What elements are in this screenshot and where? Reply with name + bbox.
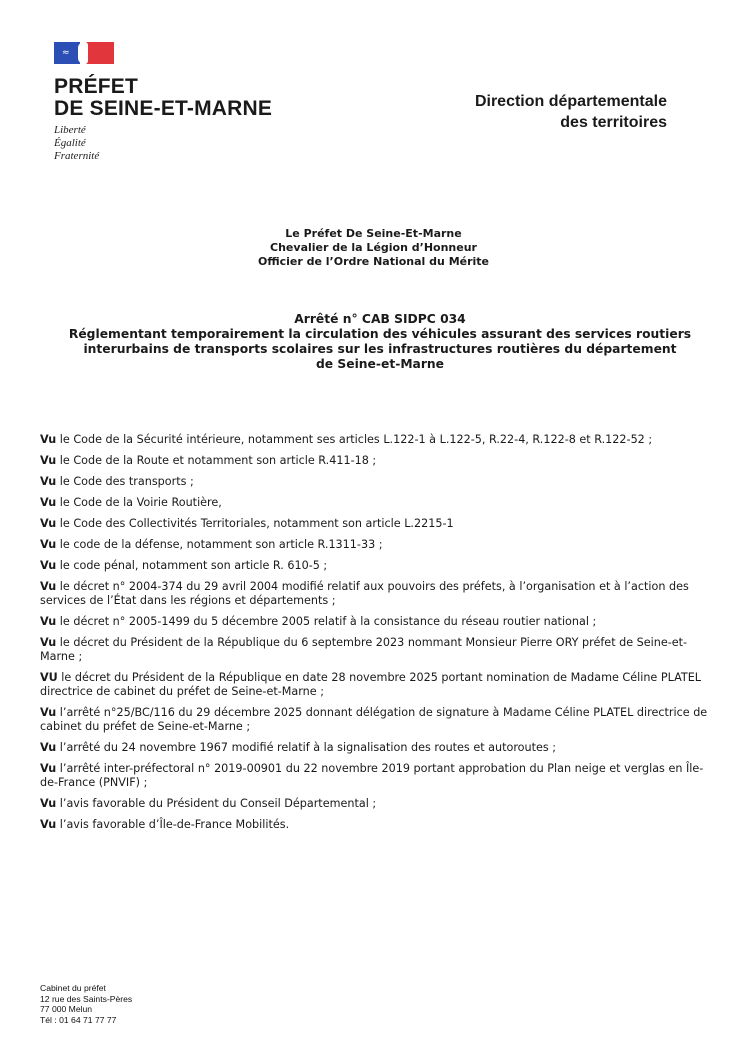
visa-item: Vu le Code des Collectivités Territoriales, notamment son article L.2215-1 [40, 517, 454, 530]
decree-subject-line: de Seine-et-Marne [315, 357, 445, 371]
visa-item: Vu le code pénal, notamment son article R. 610-5 ; [40, 559, 328, 572]
decree-subject-line: interurbains de transports scolaires sur les infrastructures routières du département [83, 342, 677, 356]
visa-item: Vu le décret n° 2004-374 du 29 avril 2004 modifié relatif aux pouvoirs des préfets, à l’organisation et à l’action des services de l’État dans les régions et départements ; [40, 580, 689, 607]
republic-motto [54, 124, 272, 163]
service-line-1: Direction départementale [474, 93, 667, 110]
footer-phone: Tél : 01 64 71 77 77 [40, 1014, 117, 1025]
issuing-service [475, 91, 667, 133]
prefecture-logo [54, 42, 272, 163]
visa-item: Vu le décret n° 2005-1499 du 5 décembre 2005 relatif à la consistance du réseau routier national ; [40, 615, 597, 628]
decree-number: Arrêté n° CAB SIDPC 034 [294, 312, 466, 326]
decree-subject-line: Réglementant temporairement la circulation des véhicules assurant des services routiers [68, 327, 692, 341]
authority-line: Officier de l’Ordre National du Mérite [257, 255, 490, 268]
motto-egalite: Égalité [54, 137, 86, 149]
decree-title [40, 312, 720, 372]
service-line-2: des territoires [560, 114, 667, 131]
visa-item: Vu le Code de la Route et notamment son article R.411-18 ; [40, 454, 377, 467]
prefet-line-2: DE SEINE-ET-MARNE [54, 97, 273, 120]
visa-item: Vu l’arrêté n°25/BC/116 du 29 décembre 2025 donnant délégation de signature à Madame Céline PLATEL directrice de cabinet du préfet de Seine-et-Marne ; [40, 706, 708, 733]
visa-item: Vu le Code de la Sécurité intérieure, notamment ses articles L.122-1 à L.122-5, R.22-4, R.122-8 et R.122-52 ; [40, 433, 653, 446]
prefet-line-1: PRÉFET [54, 75, 139, 98]
visa-item: Vu l’avis favorable du Président du Conseil Départemental ; [40, 797, 377, 810]
marianne-flag-icon: ≈ [54, 42, 114, 64]
prefecture-name [54, 76, 272, 120]
visa-item: Vu le code de la défense, notamment son article R.1311-33 ; [40, 538, 383, 551]
visa-item: Vu l’arrêté inter-préfectoral n° 2019-00901 du 22 novembre 2019 portant approbation du Plan neige et verglas en Île-de-France (PNVIF) ; [40, 762, 704, 789]
visas-list [40, 433, 720, 839]
visa-item: Vu le décret du Président de la République du 6 septembre 2023 nommant Monsieur Pierre ORY préfet de Seine-et-Marne ; [40, 636, 688, 663]
authority-line: Chevalier de la Légion d’Honneur [270, 241, 477, 254]
footer-address [40, 983, 132, 1025]
visa-item: Vu l’avis favorable d’Île-de-France Mobilités. [40, 818, 290, 831]
motto-liberte: Liberté [54, 124, 86, 136]
footer-office: Cabinet du préfet [40, 983, 106, 993]
motto-fraternite: Fraternité [54, 150, 100, 162]
authority-line: Le Préfet De Seine-Et-Marne [285, 227, 462, 240]
authority-block [0, 227, 747, 269]
footer-street: 12 rue des Saints-Pères [40, 993, 133, 1004]
visa-item: Vu le Code des transports ; [40, 475, 194, 488]
visa-item: VU le décret du Président de la République en date 28 novembre 2025 portant nomination de Madame Céline PLATEL directrice de cabinet du préfet de Seine-et-Marne ; [40, 671, 702, 698]
visa-item: Vu le Code de la Voirie Routière, [40, 496, 222, 509]
footer-city: 77 000 Melun [40, 1004, 93, 1014]
visa-item: Vu l’arrêté du 24 novembre 1967 modifié relatif à la signalisation des routes et autoroutes ; [40, 741, 557, 754]
